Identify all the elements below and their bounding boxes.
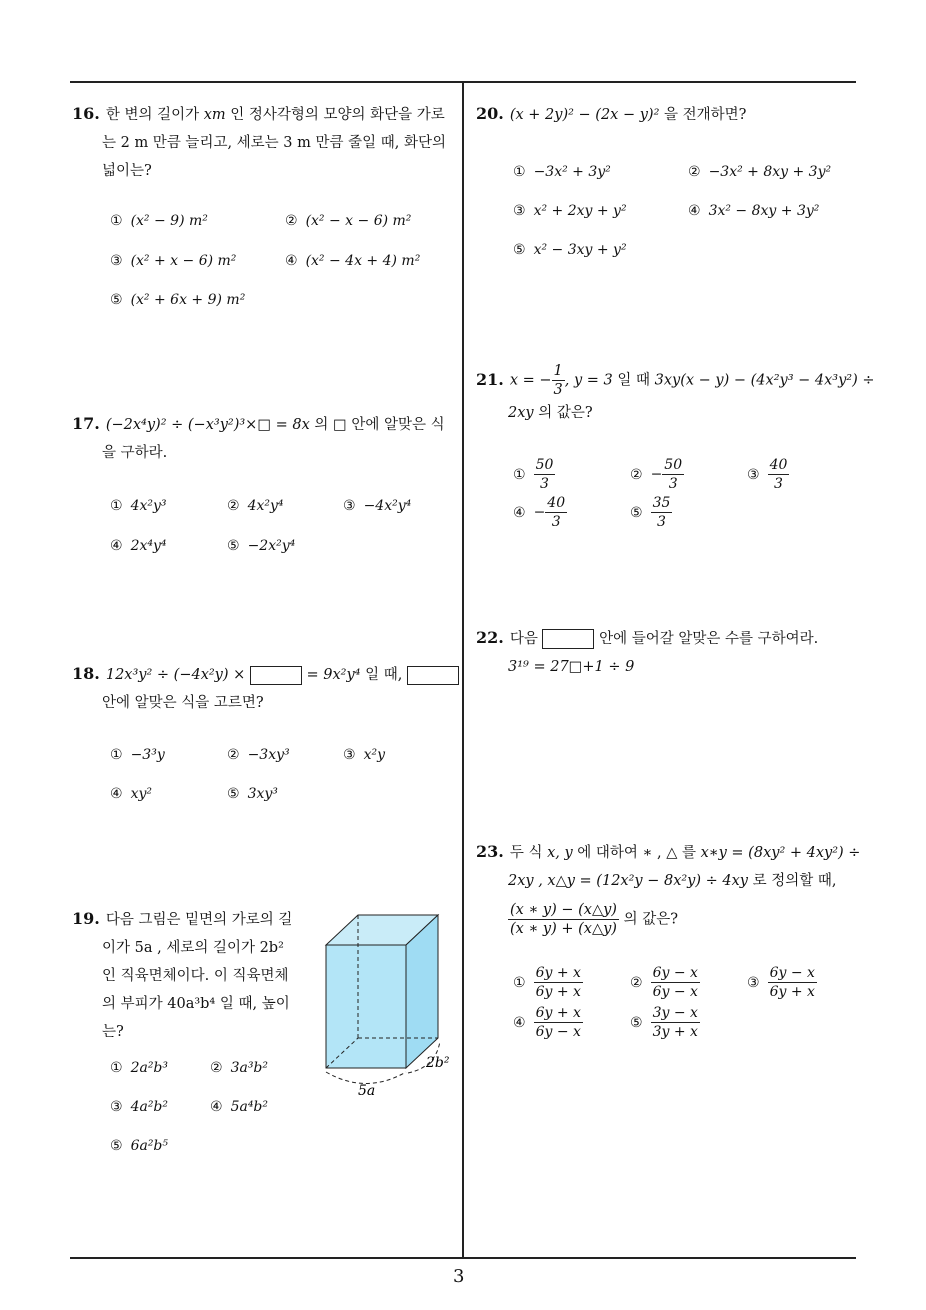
q18-option-2[interactable]: ② −3xy³ bbox=[227, 747, 290, 763]
question-text: 일 때 bbox=[617, 372, 651, 389]
question-19 bbox=[72, 905, 317, 1046]
q19-option-1[interactable]: ① 2a²b³ bbox=[110, 1060, 169, 1076]
math-expr: , y = 3 bbox=[564, 372, 613, 389]
answer-blank bbox=[407, 666, 459, 685]
q23-option-1[interactable]: ① $\frac{6y + x}{6y + x}$ bbox=[513, 965, 581, 1000]
math-expr: xm bbox=[203, 107, 226, 123]
question-text: 는 2 m 만큼 늘리고, 세로는 3 m 만큼 줄일 때, 화단의 bbox=[102, 135, 446, 151]
question-number: 22. bbox=[476, 628, 504, 647]
q18-option-3[interactable]: ③ x²y bbox=[343, 747, 385, 763]
q16-option-4[interactable]: ④ (x² − 4x + 4) m² bbox=[285, 253, 421, 269]
question-text: 는? bbox=[102, 1024, 124, 1040]
question-number: 20. bbox=[476, 104, 504, 123]
q16-option-2[interactable]: ② (x² − x − 6) m² bbox=[285, 213, 412, 229]
question-text: 에 대하여 ∗ , △ 를 bbox=[577, 845, 696, 861]
question-number: 19. bbox=[72, 909, 100, 928]
math-expr: (−2x⁴y)² ÷ (−x³y²)³×□ = 8x bbox=[105, 417, 310, 433]
q17-option-4[interactable]: ④ 2x⁴y⁴ bbox=[110, 538, 167, 554]
math-expr: x = − bbox=[509, 372, 552, 389]
fraction: $\frac{1}{3}$ bbox=[553, 363, 563, 398]
question-text: 이가 5a , 세로의 길이가 2b² bbox=[102, 940, 284, 956]
q17-option-3[interactable]: ③ −4x²y⁴ bbox=[343, 498, 412, 514]
math-expr: x, y bbox=[547, 845, 573, 861]
math-expr: 2xy bbox=[508, 405, 534, 421]
question-23 bbox=[476, 838, 866, 938]
q16-option-5[interactable]: ⑤ (x² + 6x + 9) m² bbox=[110, 292, 246, 308]
q20-option-4[interactable]: ④ 3x² − 8xy + 3y² bbox=[688, 203, 820, 219]
q21-option-2[interactable]: ② − $\frac{50}{3}$ bbox=[630, 457, 683, 492]
q23-option-4[interactable]: ④ $\frac{6y + x}{6y - x}$ bbox=[513, 1005, 581, 1040]
q20-option-1[interactable]: ① −3x² + 3y² bbox=[513, 164, 611, 180]
q19-option-5[interactable]: ⑤ 6a²b⁵ bbox=[110, 1138, 169, 1154]
question-text: 의 부피가 40a³b⁴ 일 때, 높이 bbox=[102, 996, 290, 1012]
answer-blank bbox=[250, 666, 302, 685]
q21-option-5[interactable]: ⑤ $\frac{35}{3}$ bbox=[630, 495, 671, 530]
q23-option-3[interactable]: ③ $\frac{6y - x}{6y + x}$ bbox=[747, 965, 815, 1000]
q23-option-5[interactable]: ⑤ $\frac{3y - x}{3y + x}$ bbox=[630, 1005, 698, 1040]
q18-option-1[interactable]: ① −3³y bbox=[110, 747, 165, 763]
question-22 bbox=[476, 624, 861, 681]
fraction: $\frac{(x ∗ y) - (x\triangle y)}{(x ∗ y) + (x\triangle y)}$ bbox=[510, 902, 617, 937]
question-16 bbox=[72, 100, 457, 185]
q16-option-3[interactable]: ③ (x² + x − 6) m² bbox=[110, 253, 237, 269]
q19-option-3[interactable]: ③ 4a²b² bbox=[110, 1099, 169, 1115]
question-21 bbox=[476, 362, 875, 427]
question-text: 두 식 bbox=[509, 845, 543, 861]
math-expr: 12x³y² ÷ (−4x²y) × bbox=[105, 667, 246, 683]
column-divider bbox=[462, 83, 464, 1259]
q19-option-4[interactable]: ④ 5a⁴b² bbox=[210, 1099, 269, 1115]
question-number: 18. bbox=[72, 664, 100, 683]
question-number: 17. bbox=[72, 414, 100, 433]
answer-blank bbox=[542, 629, 594, 649]
q23-option-2[interactable]: ② $\frac{6y - x}{6y - x}$ bbox=[630, 965, 698, 1000]
math-expr: 2xy , x△y = (12x²y − 8x²y) ÷ 4xy bbox=[508, 873, 748, 889]
q20-option-5[interactable]: ⑤ x² − 3xy + y² bbox=[513, 242, 627, 258]
question-text: 인 직육면체이다. 이 직육면체 bbox=[102, 968, 289, 984]
math-expr: (x + 2y)² − (2x − y)² bbox=[509, 107, 660, 123]
question-text: 넓이는? bbox=[102, 163, 152, 179]
question-18 bbox=[72, 660, 460, 717]
question-20 bbox=[476, 100, 856, 129]
math-expr: 3xy(x − y) − (4x²y³ − 4x³y²) ÷ bbox=[654, 372, 875, 389]
question-number: 21. bbox=[476, 369, 504, 389]
question-text: 을 전개하면? bbox=[664, 107, 747, 123]
q20-option-3[interactable]: ③ x² + 2xy + y² bbox=[513, 203, 627, 219]
q18-option-4[interactable]: ④ xy² bbox=[110, 786, 152, 802]
question-text: 안에 들어갈 알맞은 수를 구하여라. bbox=[599, 631, 819, 647]
math-expr: = 9x²y⁴ bbox=[306, 667, 361, 683]
question-text: 의 값은? bbox=[538, 405, 593, 421]
math-expr: 3¹⁹ = 27□+1 ÷ 9 bbox=[508, 659, 635, 675]
q17-option-5[interactable]: ⑤ −2x²y⁴ bbox=[227, 538, 296, 554]
question-text: 한 변의 길이가 bbox=[105, 107, 200, 123]
cuboid-figure bbox=[318, 905, 458, 1100]
question-text: 로 정의할 때, bbox=[752, 873, 837, 889]
question-number: 16. bbox=[72, 104, 100, 123]
math-expr: x∗y = (8xy² + 4xy²) ÷ bbox=[700, 845, 861, 861]
question-text: 의 값은? bbox=[623, 911, 678, 928]
fig-label-width: 5a bbox=[358, 1083, 376, 1099]
q17-option-1[interactable]: ① 4x²y³ bbox=[110, 498, 167, 514]
q19-option-2[interactable]: ② 3a³b² bbox=[210, 1060, 269, 1076]
question-text: 다음 그림은 밑면의 가로의 길 bbox=[105, 912, 293, 928]
question-17 bbox=[72, 410, 457, 467]
bottom-rule bbox=[70, 1257, 856, 1259]
question-number: 23. bbox=[476, 842, 504, 861]
q21-option-3[interactable]: ③ $\frac{40}{3}$ bbox=[747, 457, 788, 492]
q21-option-4[interactable]: ④ − $\frac{40}{3}$ bbox=[513, 495, 566, 530]
question-text: 일 때, bbox=[365, 667, 403, 683]
question-text: 의 □ 안에 알맞은 식 bbox=[314, 417, 445, 433]
q18-option-5[interactable]: ⑤ 3xy³ bbox=[227, 786, 278, 802]
q21-option-1[interactable]: ① $\frac{50}{3}$ bbox=[513, 457, 554, 492]
page-number: 3 bbox=[453, 1266, 465, 1287]
question-text: 인 정사각형의 모양의 화단을 가로 bbox=[230, 107, 445, 123]
fig-label-depth: 2b² bbox=[426, 1055, 450, 1071]
question-text: 다음 bbox=[509, 631, 538, 647]
question-text: 을 구하라. bbox=[102, 445, 168, 461]
q16-option-1[interactable]: ① (x² − 9) m² bbox=[110, 213, 208, 229]
question-text: 안에 알맞은 식을 고르면? bbox=[102, 695, 264, 711]
q20-option-2[interactable]: ② −3x² + 8xy + 3y² bbox=[688, 164, 832, 180]
q17-option-2[interactable]: ② 4x²y⁴ bbox=[227, 498, 284, 514]
